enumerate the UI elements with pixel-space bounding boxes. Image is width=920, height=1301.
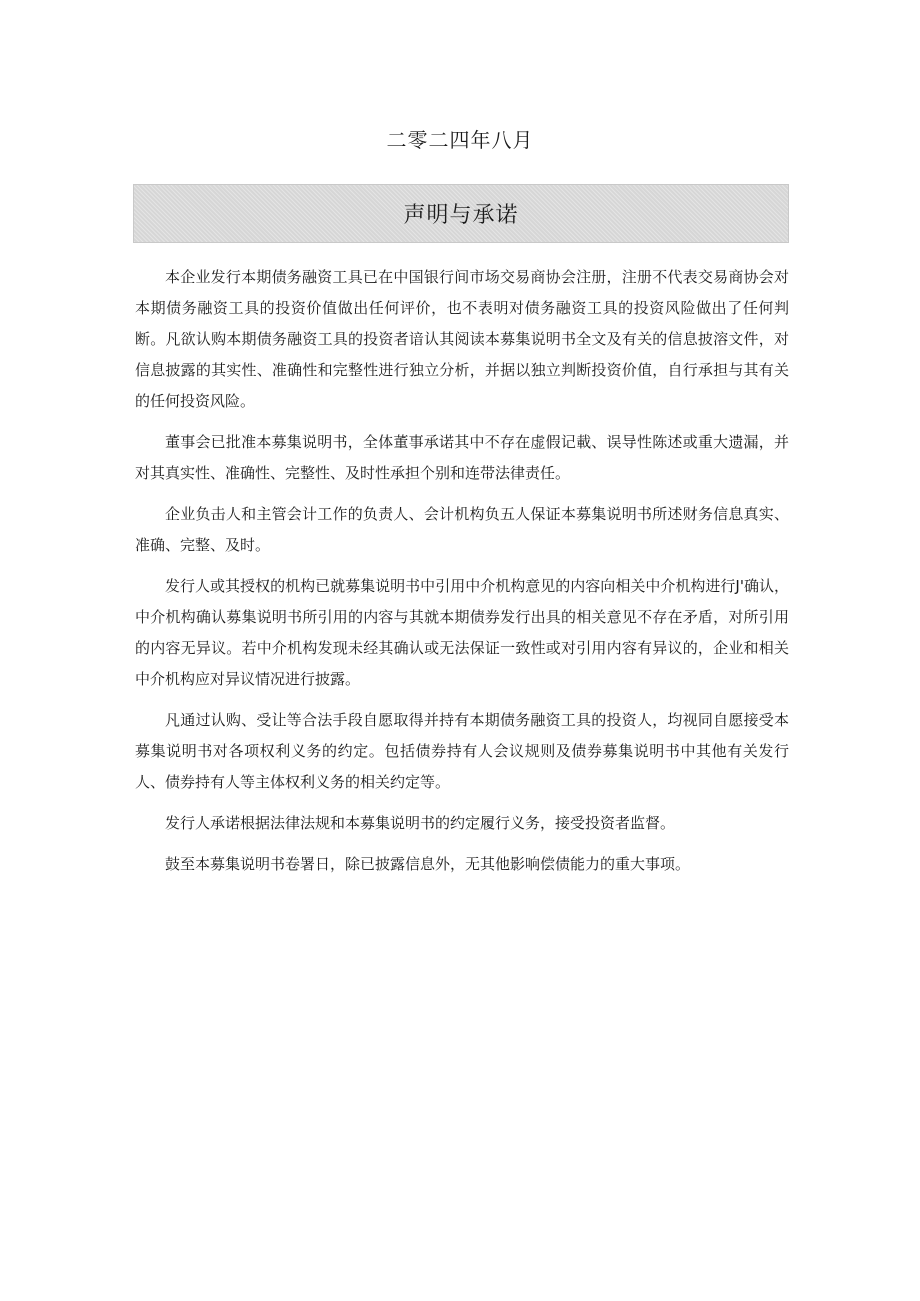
section-title: 声明与承诺 xyxy=(403,203,519,228)
paragraph-no-material-matters: 鼓至本募集说明书卷署日，除已披露信息外，无其他影响偿债能力的重大事项。 xyxy=(165,855,691,873)
paragraph-registration: 本企业发行本期债务融资工具已在中国银行间市场交易商协会注册，注册不代表交易商协会对本期债务融资工具的投资价值做出任何评价，也不表明对债务融资工具的投资风险做出了任何判断。凡欲认购本期债务融资工具的投资者谙认其阅读本募集说明书全文及有关的信息披溶文件，对信息披露的其实性、准确性和完整性进行独立分析，并据以独立判断投资价值，自行承担与其有关的任何投资风险。 xyxy=(135,268,789,410)
paragraph-board-approval: 董事会已批准本募集说明书，全体董事承诺其中不存在虚假记載、误导性陈述或重大遗漏，并对其真实性、准确性、完整性、及时性承担个别和连带法律责任。 xyxy=(135,433,789,482)
paragraph-investor-acceptance: 凡通过认购、受让等合法手段自愿取得并持有本期债务融资工具的投资人，均视同自愿接受本募集说明书对各项权利义务的约定。包括债券持有人会议规则及债券募集说明书中其他有关发行人、债券持有人等主体权利义务的相关约定等。 xyxy=(135,711,789,791)
paragraph-issuer-commitment: 发行人承诺根据法律法规和本募集说明书的约定履行义务，接受投资者监督。 xyxy=(165,814,676,832)
paragraph-intermediary-confirmation: 发行人或其授权的机构已就募集说明书中引用中介机构意见的内容向相关中介机构进行J'确认，中介机构确认募集说明书所引用的内容与其就本期债券发行出具的相关意见不存在矛盾，对所引用的内容无异议。若中介机构发现未经其确认或无法保证一致性或对引用内容有异议的，企业和相关中介机构应对异议情况进行披露。 xyxy=(135,577,789,688)
declaration-body xyxy=(135,262,789,890)
section-heading-banner xyxy=(133,184,789,243)
paragraph-financial-info: 企业负击人和主管会计工作的负责人、会计机构负五人保证本募集说明书所述财务信息真实、准确、完整、及时。 xyxy=(135,505,789,554)
document-date: 二零二四年八月 xyxy=(386,128,534,152)
